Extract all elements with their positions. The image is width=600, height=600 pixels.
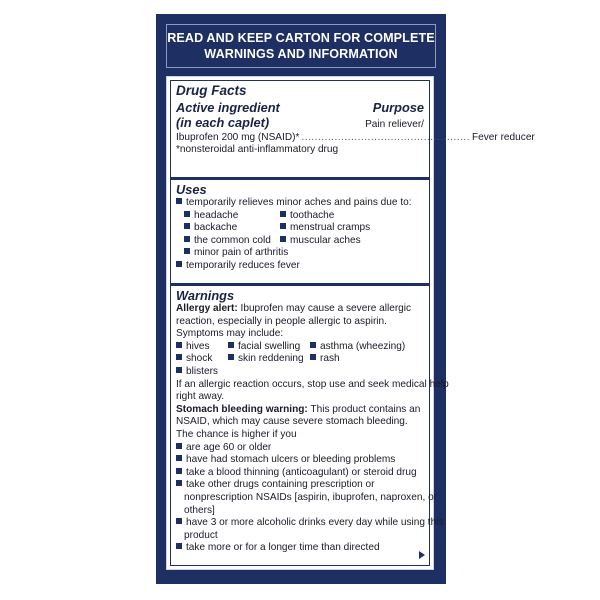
stomach-warning-text: This product contains an [307, 403, 421, 415]
risk-item: take other drugs containing prescription or [186, 479, 375, 491]
bullet-icon [176, 354, 182, 360]
allergy-alert-text-2: reaction, especially in people allergic to aspirin. [176, 315, 387, 327]
purpose-heading: Purpose [372, 100, 424, 115]
stomach-warning-text-2: NSAID, which may cause severe stomach bleeding. [176, 416, 408, 428]
use-fever: temporarily reduces fever [186, 259, 300, 271]
symptoms-intro: Symptoms may include: [176, 328, 284, 340]
risk-item: take more or for a longer time than directed [186, 542, 380, 554]
warnings-title: Warnings [176, 288, 235, 303]
bullet-icon [280, 223, 286, 229]
continue-arrow-icon [419, 551, 425, 559]
drug-facts-panel [166, 76, 535, 570]
drug-facts-title: Drug Facts [176, 83, 247, 98]
warnings-section [171, 286, 449, 565]
header-line-1: READ AND KEEP CARTON FOR COMPLETE [167, 31, 435, 45]
allergy-alert-label: Allergy alert: [176, 303, 238, 314]
symptom-item: skin reddening [238, 353, 304, 365]
allergic-reaction-text-2: right away. [176, 391, 225, 403]
risk-item: have had stomach ulcers or bleeding problems [186, 454, 396, 466]
risk-item: are age 60 or older [186, 441, 272, 453]
nsaid-footnote: *nonsteroidal anti-inflammatory drug [176, 144, 339, 156]
risk-item: have 3 or more alcoholic drinks every day while using this [186, 517, 444, 529]
uses-section [171, 180, 429, 283]
uses-title: Uses [176, 182, 207, 197]
use-item: muscular aches [290, 234, 361, 246]
use-item: the common cold [194, 234, 271, 246]
carton-header [166, 24, 436, 68]
bullet-icon [184, 211, 190, 217]
bullet-icon [310, 354, 316, 360]
bullet-icon [176, 455, 182, 461]
use-arthritis: minor pain of arthritis [194, 247, 289, 259]
use-item: toothache [290, 209, 335, 221]
purpose-line-1: Pain reliever/ [365, 119, 424, 130]
bullet-icon [176, 198, 182, 204]
active-ingredient-section [171, 81, 535, 177]
use-item: menstrual cramps [290, 222, 371, 234]
drug-facts-box [170, 80, 535, 566]
symptom-item: asthma (wheezing) [320, 340, 406, 352]
symptom-item: blisters [186, 365, 218, 377]
bullet-icon [228, 354, 234, 360]
bullet-icon [176, 480, 182, 486]
active-ingredient-subheading: (in each caplet) [176, 115, 270, 130]
bullet-icon [280, 211, 286, 217]
uses-intro: temporarily relieves minor aches and pains due to: [186, 197, 412, 208]
symptom-item: shock [186, 353, 213, 365]
risk-item-continued: product [184, 529, 218, 541]
bullet-icon [184, 248, 190, 254]
active-ingredient-heading: Active ingredient [176, 100, 280, 115]
allergic-reaction-text: If an allergic reaction occurs, stop use and seek medical help [176, 378, 449, 390]
bullet-icon [176, 261, 182, 267]
risk-item-continued: nonprescription NSAIDs [aspirin, ibuprofen, naproxen, or [184, 491, 438, 503]
symptom-item: facial swelling [238, 340, 301, 352]
leader-dots: ................................................... [301, 131, 470, 143]
header-line-2: WARNINGS AND INFORMATION [204, 47, 398, 61]
bullet-icon [176, 443, 182, 449]
carton-panel [156, 14, 535, 584]
bullet-icon [228, 342, 234, 348]
bullet-icon [310, 342, 316, 348]
use-item: backache [194, 222, 238, 234]
bullet-icon [184, 236, 190, 242]
bullet-icon [184, 223, 190, 229]
symptom-item: rash [320, 353, 340, 365]
risk-item-continued: others] [184, 504, 215, 516]
bullet-icon [280, 236, 286, 242]
symptom-item: hives [186, 340, 210, 352]
bullet-icon [176, 367, 182, 373]
purpose-line-2: Fever reducer [471, 131, 535, 143]
stomach-warning-label: Stomach bleeding warning: [176, 403, 308, 415]
use-item: headache [194, 209, 239, 221]
allergy-alert-text: Ibuprofen may cause a severe allergic [237, 303, 412, 314]
bullet-icon [176, 342, 182, 348]
bullet-icon [176, 468, 182, 474]
bullet-icon [176, 543, 182, 549]
risk-item: take a blood thinning (anticoagulant) or steroid drug [186, 466, 417, 478]
chance-intro: The chance is higher if you [176, 428, 297, 440]
ingredient-name: Ibuprofen 200 mg (NSAID)* [176, 131, 300, 143]
bullet-icon [176, 518, 182, 524]
